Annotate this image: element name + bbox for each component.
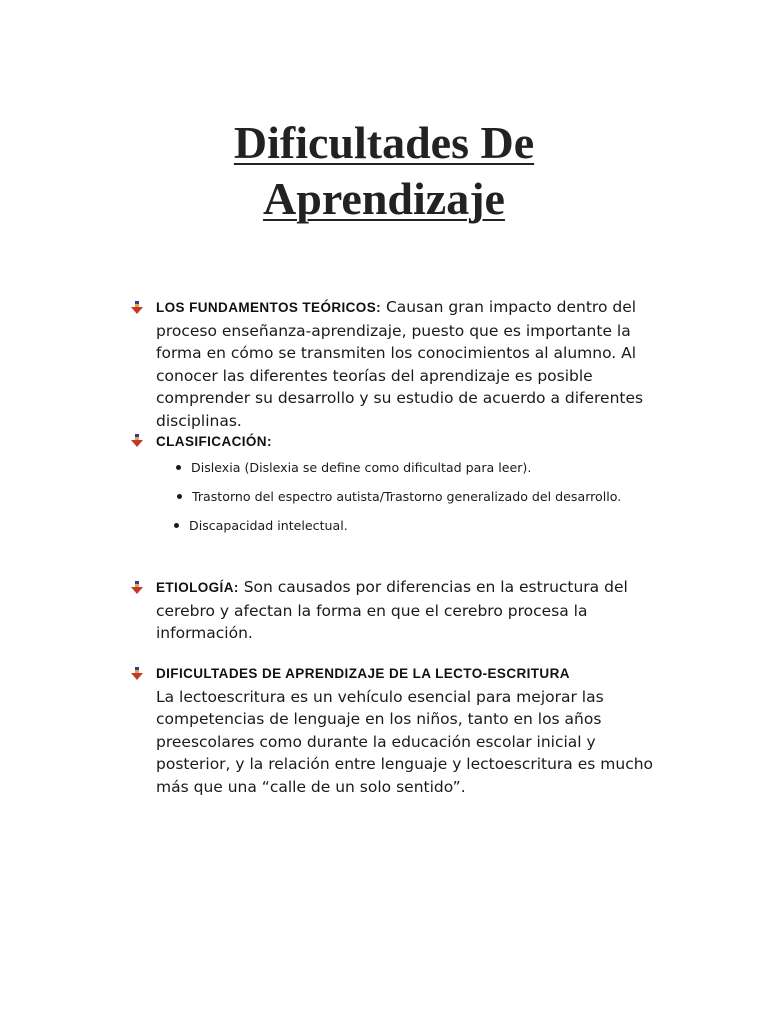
document-title-line-2: Aprendizaje bbox=[263, 173, 505, 224]
section-text: Causan gran impacto dentro del proceso enseñanza-aprendizaje, puesto que es importante la forma en cómo se transmiten los conocimientos al alumno. Al conocer las diferentes teorías del aprendizaje es posible comprender su desarrollo y su estudio de acuerdo a diferentes disciplinas. bbox=[156, 298, 644, 430]
bullet-dot-icon bbox=[174, 523, 179, 528]
list-item: Discapacidad intelectual. bbox=[174, 518, 348, 533]
section-lectoescritura bbox=[130, 663, 660, 798]
list-item: Dislexia (Dislexia se define como dificultad para leer). bbox=[176, 460, 531, 475]
arrow-down-bullet-icon bbox=[130, 301, 144, 315]
section-clasificacion-body bbox=[156, 430, 660, 454]
arrow-down-bullet-icon bbox=[130, 667, 144, 681]
section-heading: LOS FUNDAMENTOS TEÓRICOS: bbox=[156, 300, 382, 315]
section-clasificacion bbox=[130, 430, 660, 454]
section-fundamentos-body bbox=[156, 296, 660, 432]
bullet-dot-icon bbox=[176, 465, 181, 470]
section-text: La lectoescritura es un vehículo esencial para mejorar las competencias de lenguaje en los niños, tanto en los años preescolares como durante la educación escolar inicial y posterior, y la relación entre lenguaje y lectoescritura es mucho más que una “calle de un solo sentido”. bbox=[156, 687, 654, 796]
section-fundamentos bbox=[130, 296, 660, 432]
list-item: Trastorno del espectro autista/Trastorno generalizado del desarrollo. bbox=[177, 489, 621, 504]
section-heading: DIFICULTADES DE APRENDIZAJE DE LA LECTO-ESCRITURA bbox=[156, 666, 570, 681]
section-text: Son causados por diferencias en la estructura del cerebro y afectan la forma en que el cerebro procesa la información. bbox=[156, 578, 628, 642]
bullet-dot-icon bbox=[177, 494, 182, 499]
section-heading: CLASIFICACIÓN: bbox=[156, 434, 272, 449]
arrow-down-bullet-icon bbox=[130, 434, 144, 448]
arrow-down-bullet-icon bbox=[130, 581, 144, 595]
document-title-line-1: Dificultades De bbox=[233, 117, 535, 168]
section-etiologia-body bbox=[156, 576, 660, 645]
section-heading: ETIOLOGÍA: bbox=[156, 580, 239, 595]
section-lectoescritura-body bbox=[156, 663, 660, 798]
section-etiologia bbox=[130, 576, 660, 645]
